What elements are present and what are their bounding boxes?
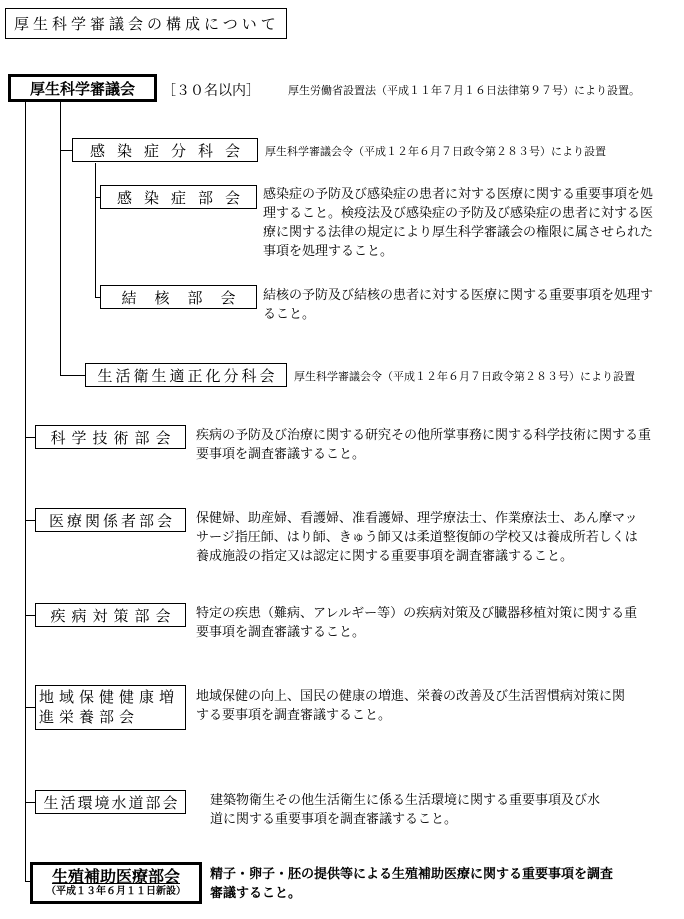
community-health-board-description: 地域保健の向上、国民の健康の増進、栄養の改善及び生活習慣病対策に関する要事項を調査審議すること。 xyxy=(196,689,626,723)
assisted-reproduction-board-box xyxy=(30,862,202,904)
assisted-reproduction-board-description: 精子・卵子・胚の提供等による生殖補助医療に関する重要事項を調査審議すること。 xyxy=(210,867,614,901)
infection-division-box xyxy=(72,138,258,162)
infection-board-description: 感染症の予防及び感染症の患者に対する医療に関する重要事項を処理すること。検疫法及び感染症の予防及び感染症の患者に対する医療に関する法律の規定により厚生科学審議会の権限に属させられた事項を処理すること。 xyxy=(263,187,654,259)
connector-infection-trunk xyxy=(95,163,96,297)
tuberculosis-board-box xyxy=(100,285,257,309)
life-hygiene-division-label: 生活衛生適正化分科会 xyxy=(97,366,278,385)
living-environment-water-board-label: 生活環境水道部会 xyxy=(43,793,180,812)
council-establishment-note: 厚生労働省設置法（平成１１年７月１６日法律第９７号）により設置。 xyxy=(288,84,640,97)
medical-personnel-board-box xyxy=(35,508,186,532)
community-health-board-box xyxy=(35,685,186,730)
council-box xyxy=(8,74,157,102)
life-hygiene-division-note: 厚生科学審議会令（平成１２年６月７日政令第２８３号）により設置 xyxy=(294,370,635,383)
connector-tick-disease-measures xyxy=(25,615,35,616)
medical-personnel-board-description: 保健婦、助産婦、看護婦、准看護婦、理学療法士、作業療法士、あん摩マッサージ指圧師、はり師、きゅう師又は柔道整復師の学校又は養成所若しくは養成施設の指定又は認定に関する重要事項を調査審議すること。 xyxy=(196,511,638,564)
connector-tick-medical-personnel xyxy=(25,520,35,521)
disease-measures-board-label: 疾病対策部会 xyxy=(50,606,177,625)
infection-board-label: 感染症部会 xyxy=(116,188,252,207)
infection-division-note: 厚生科学審議会令（平成１２年６月７日政令第２８３号）により設置 xyxy=(265,145,606,158)
tuberculosis-board-description: 結核の予防及び結核の患者に対する医療に関する重要事項を処理すること。 xyxy=(263,288,654,322)
medical-personnel-board-label: 医療関係者部会 xyxy=(48,511,175,530)
connector-tick-community-health xyxy=(25,707,35,708)
connector-tick-infection-division xyxy=(60,150,72,151)
tuberculosis-board-label: 結核部会 xyxy=(121,288,254,307)
connector-main-trunk xyxy=(25,102,26,881)
infection-division-label: 感染症分科会 xyxy=(89,141,252,160)
disease-measures-board-box xyxy=(35,603,186,627)
living-environment-water-board-description: 建築物衛生その他生活衛生に係る生活環境に関する重要事項及び水道に関する重要事項を調査審議すること。 xyxy=(210,793,601,827)
living-environment-water-board-box xyxy=(35,790,186,814)
life-hygiene-division-box xyxy=(85,363,287,387)
assisted-reproduction-board-established-note: （平成１３年６月１１日新設） xyxy=(46,885,186,897)
assisted-reproduction-board-label: 生殖補助医療部会 xyxy=(51,867,180,887)
science-technology-board-description: 疾病の予防及び治療に関する研究その他所掌事務に関する科学技術に関する重要事項を調査審議すること。 xyxy=(196,428,652,462)
connector-tick-science-technology xyxy=(25,437,35,438)
science-technology-board-label: 科学技術部会 xyxy=(50,428,177,447)
disease-measures-board-description: 特定の疾患（難病、アレルギー等）の疾病対策及び臓器移植対策に関する重要事項を調査審議すること。 xyxy=(196,606,638,640)
connector-division-trunk xyxy=(60,102,61,375)
community-health-board-label: 地域保健健康増進栄養部会 xyxy=(39,688,180,726)
council-capacity: ［３０名以内］ xyxy=(162,83,260,99)
connector-tick-life-hygiene-division xyxy=(60,375,85,376)
page-title-box xyxy=(5,8,287,39)
page-title: 厚生科学審議会の構成について xyxy=(14,15,280,33)
council-label: 厚生科学審議会 xyxy=(29,79,135,98)
infection-board-box xyxy=(100,185,257,209)
connector-tick-living-environment xyxy=(25,802,35,803)
science-technology-board-box xyxy=(35,425,186,449)
